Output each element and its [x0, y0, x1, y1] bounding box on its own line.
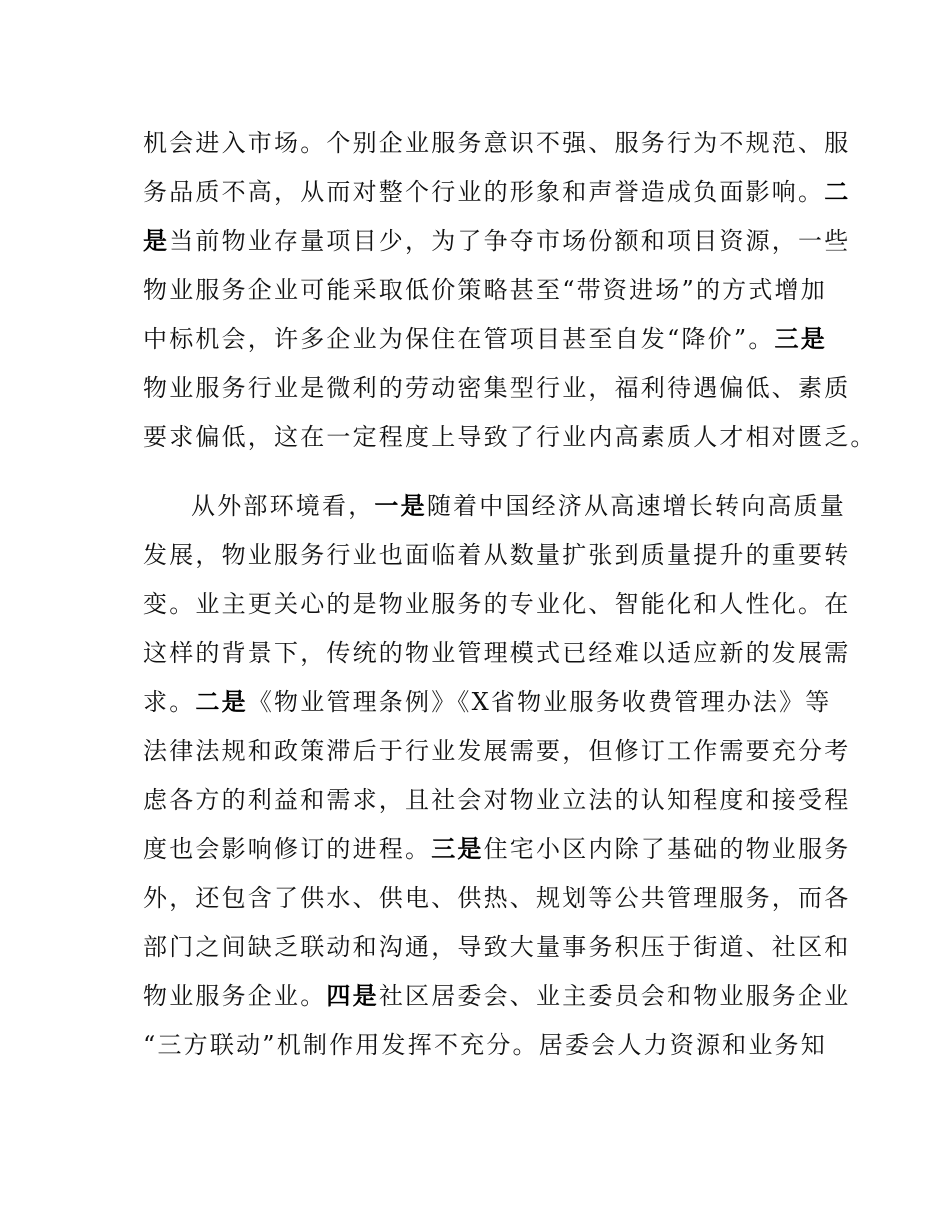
text-line	[143, 976, 850, 1016]
text-run: 住宅小区内除了基础的物业服务	[483, 835, 851, 863]
text-line	[143, 584, 850, 624]
text-run: 要求偏低，这在一定程度上导致了行业内高素质人才相对匮乏。	[143, 423, 877, 451]
text-line	[143, 829, 850, 869]
text-run: 随着中国经济从高速增长转向高质量	[426, 492, 847, 520]
text-run: 物业服务企业。	[143, 982, 327, 1010]
text-run: 当前物业存量项目少，为了争夺市场份额和项目资源，一些	[169, 227, 851, 255]
text-run: 从外部环境看，	[191, 492, 375, 520]
bold-text-run: 三是	[774, 325, 827, 353]
text-line	[143, 123, 850, 163]
bold-text-run: 二是	[195, 688, 248, 716]
bold-text-run: 三是	[431, 835, 484, 863]
text-run: 中标机会，许多企业为保住在管项目甚至自发“降价”。	[143, 325, 775, 353]
text-run: 机会进入市场。个别企业服务意识不强、服务行为不规范、服	[143, 129, 851, 157]
text-run: 社区居委会、业主委员会和物业服务企业	[378, 982, 851, 1010]
text-run: 求。	[143, 688, 196, 716]
text-run: 务品质不高，从而对整个行业的形象和声誉造成负面影响。	[143, 178, 825, 206]
text-run: 度也会影响修订的进程。	[143, 835, 432, 863]
text-line	[143, 682, 832, 722]
text-run: 法律法规和政策滞后于行业发展需要，但修订工作需要充分考	[143, 737, 851, 765]
text-line	[143, 878, 850, 918]
text-run: “三方联动”机制作用发挥不充分。居委会人力资源和业务知	[143, 1031, 827, 1059]
bold-text-run: 一是	[374, 492, 427, 520]
text-line	[143, 270, 827, 310]
bold-text-run: 是	[143, 227, 170, 255]
text-line	[143, 1025, 827, 1065]
text-line	[191, 486, 846, 526]
text-run: 物业服务行业是微利的劳动密集型行业，福利待遇偏低、素质	[143, 374, 851, 402]
text-run: 外，还包含了供水、供电、供热、规划等公共管理服务，而各	[143, 884, 851, 912]
text-line	[143, 172, 850, 212]
text-line	[143, 927, 850, 967]
bold-text-run: 二	[824, 178, 851, 206]
text-line	[143, 633, 850, 673]
text-run: 《物业管理条例》《X省物业服务收费管理办法》等	[247, 688, 832, 716]
text-run: 物业服务企业可能采取低价策略甚至“带资进场”的方式增加	[143, 276, 827, 304]
text-run: 部门之间缺乏联动和沟通，导致大量事务积压于街道、社区和	[143, 933, 851, 961]
text-line	[143, 319, 827, 359]
text-line	[143, 368, 850, 408]
text-line	[143, 731, 850, 771]
text-run: 虑各方的利益和需求，且社会对物业立法的认知程度和接受程	[143, 786, 851, 814]
text-run: 发展，物业服务行业也面临着从数量扩张到质量提升的重要转	[143, 541, 851, 569]
text-line	[143, 221, 850, 261]
text-run: 变。业主更关心的是物业服务的专业化、智能化和人性化。在	[143, 590, 851, 618]
text-line	[143, 417, 877, 457]
text-line	[143, 535, 850, 575]
bold-text-run: 四是	[326, 982, 379, 1010]
text-run: 这样的背景下，传统的物业管理模式已经难以适应新的发展需	[143, 639, 851, 667]
text-line	[143, 780, 850, 820]
